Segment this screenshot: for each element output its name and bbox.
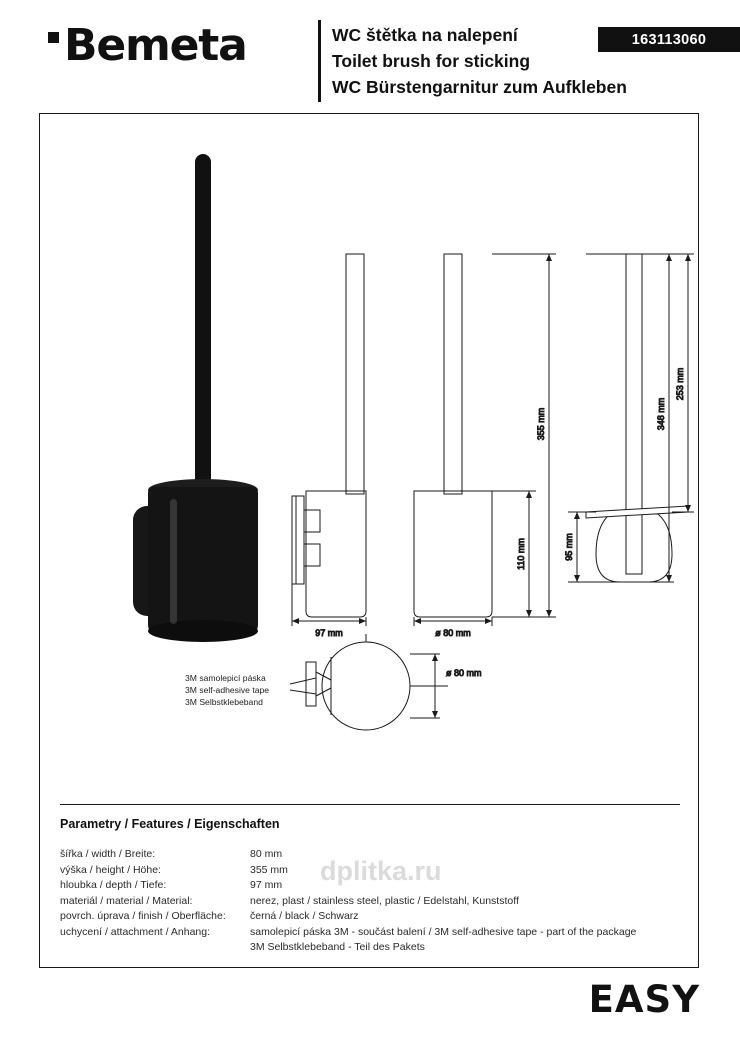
drawing-frame [39,113,699,968]
tape-note-en: 3M self-adhesive tape [185,685,270,695]
table-row [60,863,670,879]
logo-text: Bemeta [64,20,247,71]
dim-height-110: 110 mm [516,538,526,570]
page-header [0,0,740,112]
product-title-de: WC Bürstengarnitur zum Aufkleben [332,77,627,97]
tape-note-de: 3M Selbstklebeband [185,697,263,707]
dim-height-253: 253 mm [675,367,685,401]
spec-key: šířka / width / Breite: [60,848,156,860]
bemeta-logo [46,22,301,70]
dim-diameter-80-top: ø 80 mm [446,668,482,678]
spec-key: výška / height / Höhe: [60,863,161,876]
dim-height-348: 348 mm [656,397,666,431]
view4-leader-lower [316,688,331,696]
dim-height-95: 95 mm [564,533,574,561]
table-row [60,925,670,941]
header-divider [318,20,321,102]
table-row [60,847,670,863]
note-leader-2 [290,690,316,694]
logo-square-mark [48,32,59,43]
spec-key: hloubka / depth / Tiefe: [60,879,167,891]
view1-wall-plate [292,496,304,584]
spec-value: samolepicí páska 3M - součást balení / 3M self-adhesive tape - part of the package [250,925,637,938]
spec-divider [60,804,680,805]
view4-plate [306,662,316,706]
watermark: dplitka.ru [320,856,442,886]
spec-value: černá / black / Schwarz [250,910,359,922]
note-leader-1 [290,678,316,684]
technical-drawings [40,114,700,814]
table-row [60,894,670,910]
view1-handle [346,254,364,494]
table-row [60,878,670,894]
spec-extra-line: 3M Selbstklebeband - Teil des Pakets [250,941,425,953]
spec-key: uchycení / attachment / Anhang: [60,925,211,938]
product-code-badge: 163113060 [598,27,740,52]
spec-title: Parametry / Features / Eigenschaften [60,817,280,831]
spec-value: nerez, plast / stainless steel, plastic / Edelstahl, Kunststoff [250,894,519,907]
dim-height-355: 355 mm [536,407,546,441]
dim-diameter-80-front: ø 80 mm [435,628,471,638]
product-title-en: Toilet brush for sticking [332,51,531,71]
spec-key: materiál / material / Material: [60,894,193,907]
view4-top-circle [322,642,410,730]
spec-value: 355 mm [250,863,288,876]
footer-brand: EASY [588,978,700,1021]
view2-cup [414,491,492,617]
tape-note-cs: 3M samolepicí páska [185,673,266,683]
table-row [60,909,670,925]
dim-depth-97: 97 mm [315,628,343,638]
spec-table [60,847,670,956]
view3-brush-rod [626,254,642,574]
view3-brush-head [596,514,672,582]
product-title-cs: WC štětka na nalepení [332,25,518,45]
view2-handle [444,254,462,494]
spec-key: povrch. úprava / finish / Oberfläche: [60,910,226,922]
spec-value: 80 mm [250,848,283,860]
spec-value: 97 mm [250,879,283,891]
